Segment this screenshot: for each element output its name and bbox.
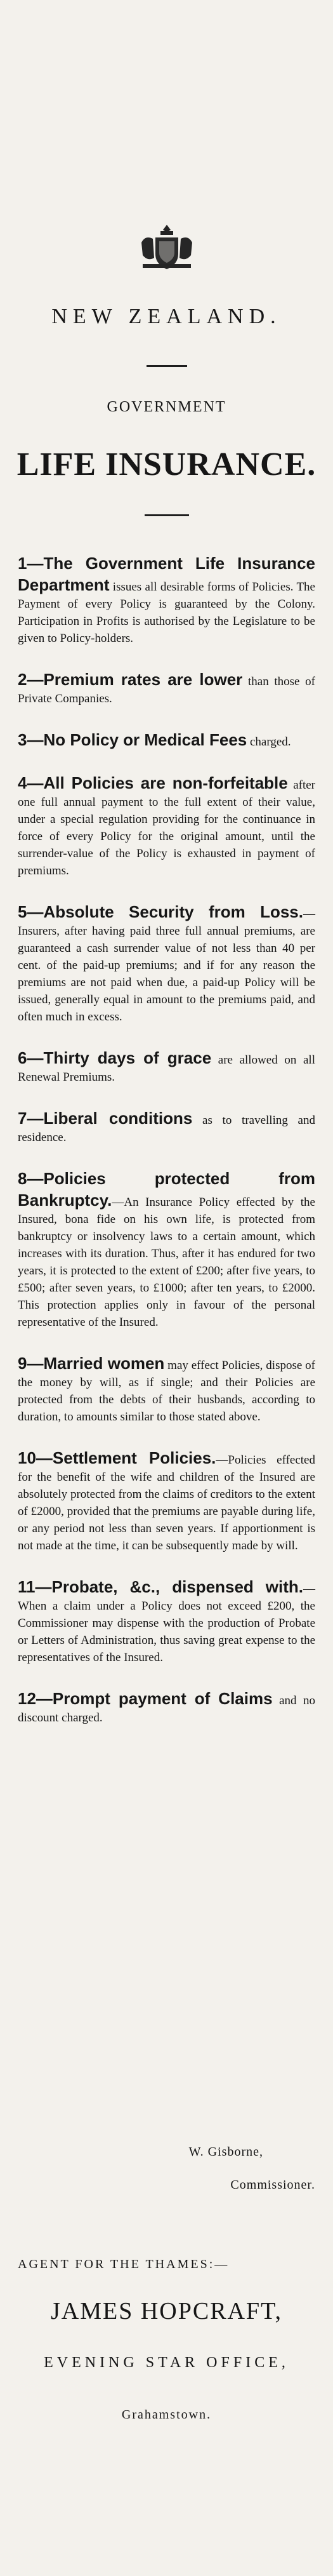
- agent-office: EVENING STAR OFFICE,: [44, 2354, 289, 2371]
- section-6: [18, 1047, 315, 1086]
- section-4: [18, 772, 315, 879]
- section-heading: 5—Absolute Security from Loss.: [18, 902, 303, 921]
- section-9: [18, 1352, 315, 1425]
- section-8: [18, 1168, 315, 1331]
- section-10: [18, 1447, 315, 1554]
- section-heading: 11—Probate, &c., dispensed with.: [18, 1577, 303, 1596]
- section-5: [18, 901, 315, 1025]
- agent-name: JAMES HOPCRAFT,: [50, 2298, 283, 2325]
- section-3: [18, 729, 315, 751]
- section-text: charged.: [247, 735, 291, 749]
- section-heading: 9—Married women: [18, 1354, 165, 1373]
- section-11: [18, 1576, 315, 1666]
- section-heading: 7—Liberal conditions: [18, 1109, 193, 1128]
- section-text: than those of Private Companies.: [18, 675, 315, 705]
- headline-life-insurance: LIFE INSURANCE.: [16, 446, 317, 483]
- agent-label: AGENT FOR THE THAMES:—: [18, 2257, 230, 2271]
- coat-of-arms-icon: [136, 224, 197, 273]
- section-7: [18, 1107, 315, 1146]
- section-text: and no discount charged.: [18, 1694, 315, 1725]
- masthead: [18, 305, 315, 329]
- section-heading: 12—Prompt payment of Claims: [18, 1689, 273, 1708]
- section-heading: 4—All Policies are non-forfeitable: [18, 773, 288, 792]
- divider-rule: [147, 365, 187, 367]
- signature-name: W. Gisborne,: [188, 2145, 263, 2159]
- section-text: —Policies effected for the benefit of the wife and children of the Insured are absolutely protected from the claims of creditors to the extent of £2000, provided that the premiums are payable during life, or any period not less than seven years. If apportionment is not made at the time, it can be subsequently made by will.: [18, 1453, 315, 1552]
- section-heading: 1—The Government Life Insurance Department: [18, 554, 315, 594]
- section-text: after one full annual payment to the full extent of their value, under a special regulation providing for the continuance in force of every Policy for the original amount, until the surrender-value of the Policy is exhausted in payment of premiums.: [18, 778, 315, 878]
- section-text: —Insurers, after having paid three full annual premiums, are guaranteed a cash surrender value of not less than 40 per cent. of the paid-up premiums; and if for any reason the premiums are not paid when due, a paid-up Policy will be issued, generally equal in amount to the premiums paid, and often much in excess.: [18, 907, 315, 1024]
- section-heading: 6—Thirty days of grace: [18, 1048, 212, 1067]
- section-text: issues all desirable forms of Policies. The Payment of every Policy is guaranteed by the Colony. Participation in Profits is authorised by the Legislature to be given to Policy-holders.: [18, 580, 315, 645]
- agent-town: Grahamstown.: [121, 2408, 212, 2422]
- section-text: may effect Policies, dispose of the money by will, as if single; and their Policies are protected from the debts of their husbands, according to duration, to amounts similar to those stated above.: [18, 1359, 316, 1424]
- section-12: [18, 1688, 315, 1726]
- section-heading: 8—Policies protected from Bankruptcy.: [18, 1169, 315, 1210]
- section-text: as to travelling and residence.: [18, 1114, 315, 1144]
- signature-role: Commissioner.: [230, 2178, 315, 2192]
- section-1: [18, 552, 315, 647]
- section-text: —When a claim under a Policy does not exceed £200, the Commissioner may dispense with the production of Probate or Letters of Administration, thus saving great expense to the representatives of the Insured.: [18, 1582, 315, 1664]
- subtitle-government: GOVERNMENT: [107, 399, 226, 415]
- section-heading: 3—No Policy or Medical Fees: [18, 730, 247, 749]
- section-text: are allowed on all Renewal Premiums.: [18, 1053, 315, 1084]
- section-heading: 2—Premium rates are lower: [18, 670, 243, 689]
- newspaper-title: NEW ZEALAND.: [51, 305, 282, 328]
- section-2: [18, 669, 315, 707]
- section-text: —An Insurance Policy effected by the Insured, bona fide on his own life, is protected from bankruptcy or insolvency laws to a certain amount, which increases with its duration. Thus, after it has endured for two years, it is protected to the extent of £200; after five years, to £500; after seven years, to £1000; after ten years, to £2000. This protection applies only in favour of the personal representative of the Insured.: [18, 1196, 315, 1329]
- section-heading: 10—Settlement Policies.: [18, 1448, 216, 1467]
- policy-terms-list: [18, 552, 315, 1748]
- divider-rule: [145, 514, 189, 516]
